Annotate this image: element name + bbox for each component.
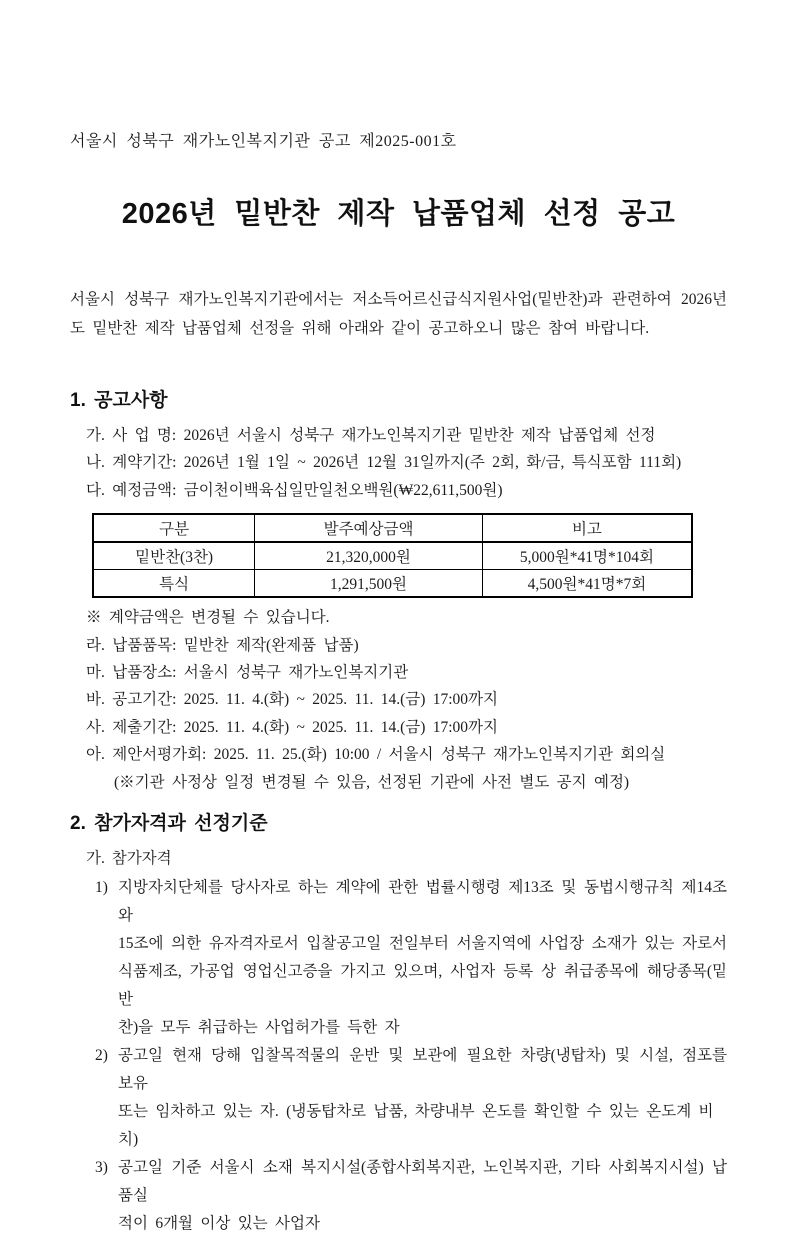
contract-amount-note: ※ 계약금액은 변경될 수 있습니다. bbox=[86, 609, 330, 627]
intro-line: 도 밑반찬 제작 납품업체 선정을 위해 아래와 같이 공고하오니 많은 참여 바랍니다. bbox=[70, 320, 650, 337]
table-cell: 4,500원*41명*7회 bbox=[482, 570, 692, 598]
section1-items-after-table bbox=[70, 632, 727, 796]
item-line: 식품제조, 가공업 영업신고증을 가지고 있으며, 사업자 등록 상 취급종목에 해당종목(밑반 bbox=[118, 963, 727, 1009]
section2-sub-heading: 가. 참가자격 bbox=[86, 850, 172, 868]
item-line: 지방자치단체를 당사자로 하는 계약에 관한 법률시행령 제13조 및 동법시행규칙 제14조와 bbox=[118, 879, 727, 925]
item-text bbox=[118, 1042, 727, 1154]
table-cell: 21,320,000원 bbox=[255, 542, 483, 570]
item-marker: 3) bbox=[95, 1159, 108, 1177]
item-line: 15조에 의한 유자격자로서 입찰공고일 전일부터 서울지역에 사업장 소재가 있는 자로서 bbox=[118, 935, 727, 953]
announcement-item: 라. 납품품목: 밑반찬 제작(완제품 납품) bbox=[86, 636, 359, 654]
announcement-sub-note: (※기관 사정상 일정 변경될 수 있음, 선정된 기관에 사전 별도 공지 예정) bbox=[114, 773, 630, 791]
announcement-item: 다. 예정금액: 금이천이백육십일만일천오백원(₩22,611,500원) bbox=[86, 481, 503, 499]
table-header-row bbox=[93, 514, 692, 542]
item-line: 공고일 현재 당해 입찰목적물의 운반 및 보관에 필요한 차량(냉탑차) 및 시설, 점포를 보유 bbox=[118, 1047, 727, 1093]
table-cell: 특식 bbox=[93, 570, 255, 598]
table-header-cell: 구분 bbox=[93, 514, 255, 542]
intro-paragraph bbox=[70, 285, 727, 343]
table-cell: 1,291,500원 bbox=[255, 570, 483, 598]
item-text bbox=[118, 1154, 727, 1238]
announcement-item: 바. 공고기간: 2025. 11. 4.(화) ~ 2025. 11. 14.(금) 17:00까지 bbox=[86, 691, 499, 709]
item-line: 찬)을 모두 취급하는 사업허가를 득한 자 bbox=[118, 1019, 400, 1037]
announcement-item: 아. 제안서평가회: 2025. 11. 25.(화) 10:00 / 서울시 성북구 재가노인복지기관 회의실 bbox=[86, 746, 666, 764]
announcement-item: 가. 사 업 명: 2026년 서울시 성북구 재가노인복지기관 밑반찬 제작 납품업체 선정 bbox=[86, 427, 656, 444]
item-marker: 2) bbox=[95, 1047, 108, 1065]
announcement-item: 나. 계약기간: 2026년 1월 1일 ~ 2026년 12월 31일까지(주 2회, 화/금, 특식포함 111회) bbox=[86, 454, 682, 472]
section1-heading: 1. 공고사항 bbox=[70, 390, 168, 411]
qualification-item bbox=[95, 1154, 727, 1238]
announcement-item: 마. 납품장소: 서울시 성북구 재가노인복지기관 bbox=[86, 664, 409, 682]
qualification-item bbox=[95, 1042, 727, 1154]
qualification-item bbox=[95, 874, 727, 1042]
section1-items-before-table bbox=[70, 422, 727, 504]
item-line: 또는 임차하고 있는 자. (냉동탑차로 납품, 차량내부 온도를 확인할 수 있는 온도계 비치) bbox=[118, 1103, 714, 1149]
table-cell: 밑반찬(3찬) bbox=[93, 542, 255, 570]
section2-heading: 2. 참가자격과 선정기준 bbox=[70, 813, 268, 835]
table-cell: 5,000원*41명*104회 bbox=[482, 542, 692, 570]
item-line: 적이 6개월 이상 있는 사업자 bbox=[118, 1215, 320, 1233]
table-header-cell: 비고 bbox=[482, 514, 692, 542]
page-title: 2026년 밑반찬 제작 납품업체 선정 공고 bbox=[121, 198, 676, 230]
intro-line: 서울시 성북구 재가노인복지기관에서는 저소득어르신급식지원사업(밑반찬)과 관련하여 2026년 bbox=[70, 291, 727, 308]
announcement-item: 사. 제출기간: 2025. 11. 4.(화) ~ 2025. 11. 14.(금) 17:00까지 bbox=[86, 718, 499, 736]
item-marker: 1) bbox=[95, 879, 108, 897]
table-row bbox=[93, 542, 692, 570]
qualification-list bbox=[70, 874, 727, 1238]
table-header-cell: 발주예상금액 bbox=[255, 514, 483, 542]
item-text bbox=[118, 874, 727, 1042]
doc-number: 서울시 성북구 재가노인복지기관 공고 제2025-001호 bbox=[70, 133, 457, 150]
order-amount-table bbox=[92, 513, 693, 598]
item-line: 공고일 기준 서울시 소재 복지시설(종합사회복지관, 노인복지관, 기타 사회복지시설) 납품실 bbox=[118, 1159, 727, 1205]
table-row bbox=[93, 570, 692, 598]
